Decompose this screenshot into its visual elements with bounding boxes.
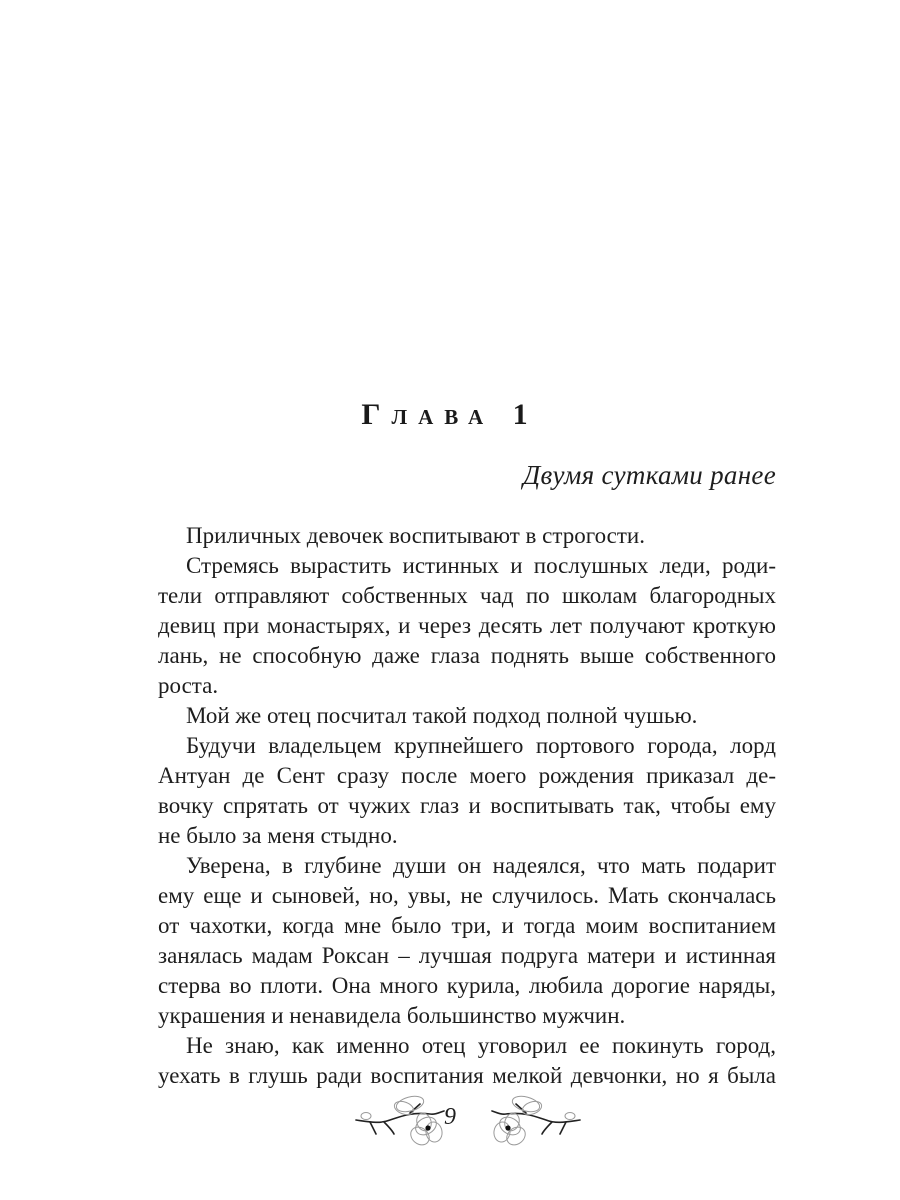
text-line: девиц при монастырях, и через десять лет получают кроткую [158,613,776,638]
text-line: не было за меня стыдно. [158,823,398,848]
text-line: тели отправляют собственных чад по школам благородных [158,583,776,608]
text-line: от чахотки, когда мне было три, и тогда моим воспитанием [158,913,776,938]
text-line: Стремясь вырастить истинных и послушных леди, роди- [186,553,776,578]
page-footer [0,1090,900,1150]
text-line: уехать в глушь ради воспитания мелкой девчонки, но я была [158,1063,776,1088]
magnolia-branch-icon [486,1094,586,1150]
text-line: занялась мадам Роксан – лучшая подруга матери и истинная [158,943,776,968]
text-line: Будучи владельцем крупнейшего портового города, лорд [186,733,776,758]
chapter-title: Глава 1 [361,398,539,431]
chapter-subtitle: Двумя сутками ранее [522,460,776,490]
text-line: Не знаю, как именно отец уговорил ее покинуть город, [186,1033,776,1058]
page-number: 9 [444,1104,456,1130]
text-line: Уверена, в глубине души он надеялся, что мать подарит [186,853,776,878]
text-line: лань, не способную даже глаза поднять выше собственного [158,643,776,668]
text-line: украшения и ненавидела большинство мужчин. [158,1003,626,1028]
text-line: ему еще и сыновей, но, увы, не случилось. Мать скончалась [158,883,776,908]
text-line: стерва во плоти. Она много курила, любила дорогие наряды, [158,973,776,998]
text-line: роста. [158,673,219,698]
text-line: вочку спрятать от чужих глаз и воспитывать так, чтобы ему [158,793,776,818]
text-line: Мой же отец посчитал такой подход полной чушью. [186,703,698,728]
text-line: Приличных девочек воспитывают в строгости. [186,523,645,548]
text-line: Антуан де Сент сразу после моего рождения приказал де- [158,763,776,788]
